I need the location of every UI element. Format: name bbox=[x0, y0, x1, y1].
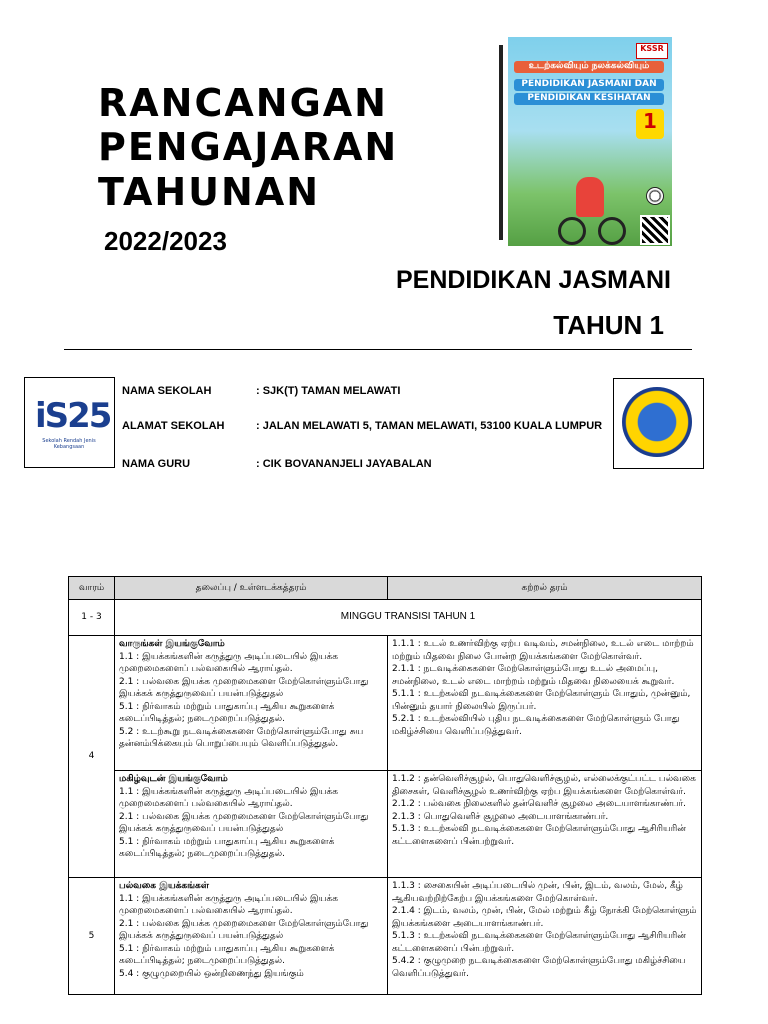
learning-standard: 5.1.3 : உடற்கல்வி நடவடிக்கைகளை மேற்கொள்ளும்போது ஆசிரியரின் கட்டளைகளைப் பின்பற்றுவர். bbox=[392, 931, 686, 954]
textbook-cover-image bbox=[508, 37, 672, 246]
qr-code-icon bbox=[640, 215, 670, 245]
table-row bbox=[69, 771, 702, 878]
learning-standard: 5.1.1 : உடற்கல்வி நடவடிக்கைகளை மேற்கொள்ளும் போதும், முன்னும், பின்னும் தயார் நிலையில் இருப்பர். bbox=[392, 689, 691, 712]
table-row bbox=[69, 636, 702, 771]
school-crest-logo bbox=[613, 378, 704, 469]
learning-standard: 2.1.3 : பொதுவெளிச் சூழலை அடையாளங்காண்பர். bbox=[392, 811, 609, 822]
title-line-1: RANCANGAN bbox=[98, 81, 388, 125]
content-standard: 1.1 : இயக்கங்களின் கருத்துரு அடிப்படையில் இயக்க முறைமைகளைப் பல்வகையில் ஆராய்தல். bbox=[119, 893, 338, 916]
content-standard: 5.2 : உடற்கூறு நடவடிக்கைகளை மேற்கொள்ளும்போது சுய தன்னம்பிக்கையும் பொறுப்பையும் வெளிப்படுத்துதல். bbox=[119, 726, 364, 749]
bike-wheel-icon bbox=[558, 217, 586, 245]
content-standard: 5.1 : நிர்வாகம் மற்றும் பாதுகாப்பு ஆகிய கூறுகளைக் கடைப்பிடித்தல்; நடைமுறைப்படுத்துதல். bbox=[119, 701, 335, 724]
learning-standard: 5.4.2 : குழுமுறை நடவடிக்கைகளை மேற்கொள்ளும்போது மகிழ்ச்சியை வெளிப்படுத்துவர். bbox=[392, 956, 686, 979]
header-topic: தலைப்பு / உள்ளடக்கத்தரம் bbox=[115, 577, 388, 600]
header-week: வாரம் bbox=[69, 577, 115, 600]
teacher-name-label: NAMA GURU bbox=[122, 458, 191, 470]
content-standard: 5.1 : நிர்வாகம் மற்றும் பாதுகாப்பு ஆகிய கூறுகளைக் கடைப்பிடித்தல்; நடைமுறைப்படுத்துதல். bbox=[119, 836, 335, 859]
kssr-badge: KSSR bbox=[636, 43, 668, 59]
learning-standard: 1.1.3 : சைகையின் அடிப்படையில் முன், பின், இடம், வலம், மேல், கீழ் ஆகியவற்றிற்கேற்ப இயக்கங்களை மேற்கொள்வர். bbox=[392, 881, 683, 904]
learning-standard: 2.1.1 : நடவடிக்கைகளை மேற்கொள்ளும்போது உடல் அமைப்பு, சமன்நிலை, உடல் எடை மாற்றம் மற்றும் மிதவை நிலையைக் கூறுவர். bbox=[392, 664, 675, 687]
learning-standard: 1.1.1 : உடல் உணர்விற்கு ஏற்ப வடிவம், சமன்நிலை, உடல் எடை மாற்றம் மற்றும் மிதவை நிலை போன்ற இயக்கங்களை மேற்கொள்வர். bbox=[392, 639, 694, 662]
content-standard: 5.4 : குழுமுறையில் ஒன்றிணைந்து இயங்கும் bbox=[119, 968, 304, 979]
topic-title: வாருங்கள் இயங்குவோம் bbox=[119, 639, 225, 649]
title-line-3: TAHUNAN bbox=[98, 170, 321, 214]
table-header-row bbox=[69, 577, 702, 600]
learning-cell bbox=[388, 878, 702, 995]
divider-line bbox=[64, 349, 692, 350]
school-name-value: : SJK(T) TAMAN MELAWATI bbox=[256, 385, 401, 397]
content-standard: 2.1 : பல்வகை இயக்க முறைமைகளை மேற்கொள்ளும்போது இயக்கக் கருத்துருவைப் பயன்படுத்துதல் bbox=[119, 811, 369, 834]
subject-title: PENDIDIKAN JASMANI bbox=[395, 266, 671, 294]
bike-wheel-icon bbox=[598, 217, 626, 245]
cyclist-illustration bbox=[576, 177, 604, 217]
topic-title: பல்வகை இயக்கங்கள் bbox=[119, 881, 209, 891]
school-name-label: NAMA SEKOLAH bbox=[122, 385, 212, 397]
learning-standard: 5.1.3 : உடற்கல்வி நடவடிக்கைகளை மேற்கொள்ளும்போது ஆசிரியரின் கட்டளைகளைப் பின்பற்றுவர். bbox=[392, 824, 686, 847]
yearly-plan-table bbox=[68, 576, 702, 995]
is25-logo-text: iS25 bbox=[35, 396, 111, 436]
week-cell: 4 bbox=[69, 636, 115, 878]
school-address-value: : JALAN MELAWATI 5, TAMAN MELAWATI, 53100 KUALA LUMPUR bbox=[256, 420, 603, 432]
transition-cell: MINGGU TRANSISI TAHUN 1 bbox=[115, 600, 702, 636]
content-standard: 5.1 : நிர்வாகம் மற்றும் பாதுகாப்பு ஆகிய கூறுகளைக் கடைப்பிடித்தல்; நடைமுறைப்படுத்துதல். bbox=[119, 943, 335, 966]
week-cell: 5 bbox=[69, 878, 115, 995]
cover-tamil-title: உடற்கல்வியும் நலக்கல்வியும் bbox=[514, 61, 664, 73]
content-standard: 1.1 : இயக்கங்களின் கருத்துரு அடிப்படையில் இயக்க முறைமைகளைப் பல்வகையில் ஆராய்தல். bbox=[119, 651, 338, 674]
topic-cell bbox=[115, 771, 388, 878]
topic-cell bbox=[115, 636, 388, 771]
content-standard: 1.1 : இயக்கங்களின் கருத்துரு அடிப்படையில் இயக்க முறைமைகளைப் பல்வகையில் ஆராய்தல். bbox=[119, 786, 338, 809]
teacher-name-value: : CIK BOVANANJELI JAYABALAN bbox=[256, 458, 432, 470]
content-standard: 2.1 : பல்வகை இயக்க முறைமைகளை மேற்கொள்ளும்போது இயக்கக் கருத்துருவைப் பயன்படுத்துதல் bbox=[119, 676, 369, 699]
learning-standard: 5.2.1 : உடற்கல்வியில் புதிய நடவடிக்கைகளை மேற்கொள்ளும் போது மகிழ்ச்சியை வெளிப்படுத்துவர். bbox=[392, 714, 680, 737]
week-cell: 1 - 3 bbox=[69, 600, 115, 636]
topic-cell bbox=[115, 878, 388, 995]
grade-title: TAHUN 1 bbox=[553, 310, 664, 340]
academic-year: 2022/2023 bbox=[104, 226, 227, 256]
school-emblem-icon bbox=[622, 387, 692, 457]
learning-standard: 1.1.2 : தன்வெளிச்சூழல், பொதுவெளிச்சூழல், எல்லைக்குட்பட்ட பல்வகை திசைகள், வெளிச்சூழல் உணர்விற்கு ஏற்ப இயக்கங்களை மேற்கொள்வர். bbox=[392, 774, 696, 797]
book-spine-bar bbox=[499, 45, 503, 240]
topic-title: மகிழ்வுடன் இயங்குவோம் bbox=[119, 774, 228, 784]
content-standard: 2.1 : பல்வகை இயக்க முறைமைகளை மேற்கொள்ளும்போது இயக்கக் கருத்துருவைப் பயன்படுத்துதல் bbox=[119, 918, 369, 941]
learning-cell bbox=[388, 636, 702, 771]
is25-logo-caption: Sekolah Rendah Jenis Kebangsaan bbox=[42, 438, 96, 450]
school-address-label: ALAMAT SEKOLAH bbox=[122, 420, 225, 432]
ministry-logo bbox=[24, 377, 115, 468]
learning-cell bbox=[388, 771, 702, 878]
football-icon bbox=[646, 187, 664, 205]
title-line-2: PENGAJARAN bbox=[98, 125, 399, 169]
learning-standard: 2.1.4 : இடம், வலம், முன், பின், மேல் மற்றும் கீழ் நோக்கி மேற்கொள்ளும் இயக்கங்களை அடையாளங்காண்பர். bbox=[392, 906, 697, 929]
cover-title-line-2: PENDIDIKAN KESIHATAN bbox=[514, 93, 664, 105]
learning-standard: 2.1.2 : பல்வகை நிலைகளில் தன்வெளிச் சூழலை அடையாளங்காண்பர். bbox=[392, 799, 687, 809]
table-row bbox=[69, 878, 702, 995]
table-row bbox=[69, 600, 702, 636]
header-learning-standard: கற்றல் தரம் bbox=[388, 577, 702, 600]
cover-grade-badge: 1 bbox=[636, 109, 664, 139]
cover-title-line-1: PENDIDIKAN JASMANI DAN bbox=[514, 79, 664, 91]
